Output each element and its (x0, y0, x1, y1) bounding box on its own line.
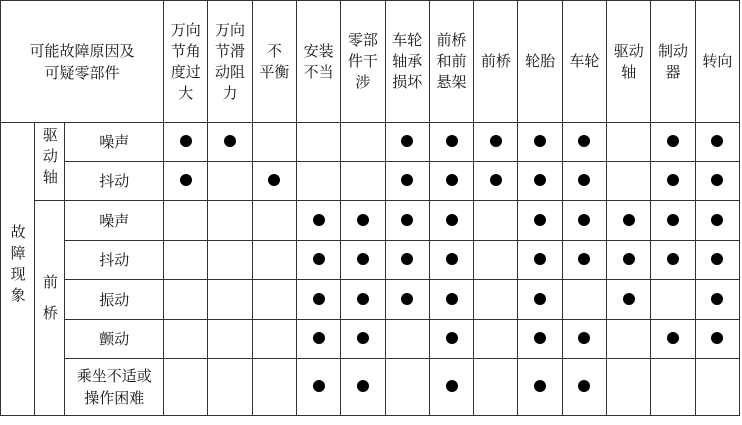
symptom-text: 振动 (99, 290, 130, 309)
table-row (1, 280, 740, 320)
bullet-mark-icon (313, 214, 325, 226)
mark-cell (695, 320, 739, 359)
mark-cell (562, 241, 606, 280)
mark-cell (429, 123, 473, 162)
mark-cell (429, 201, 473, 241)
mark-cell (651, 359, 695, 416)
cause-header-7 (474, 1, 518, 123)
bullet-mark-icon (268, 174, 280, 186)
bullet-mark-icon (357, 332, 369, 344)
cause-header-11 (651, 1, 695, 123)
cause-header-line: 不当 (303, 62, 334, 81)
mark-cell (651, 280, 695, 320)
mark-cell (252, 201, 296, 241)
mark-cell (651, 201, 695, 241)
symptom-label (65, 241, 164, 280)
bullet-mark-icon (711, 293, 723, 305)
bullet-mark-icon (357, 214, 369, 226)
bullet-mark-icon (401, 174, 413, 186)
bullet-mark-icon (623, 214, 635, 226)
cause-header-line: 转向 (702, 52, 733, 70)
bullet-mark-icon (446, 174, 458, 186)
mark-cell (208, 123, 252, 162)
bullet-mark-icon (401, 135, 413, 147)
bullet-mark-icon (578, 332, 590, 344)
mark-cell (296, 201, 340, 241)
cause-header-line: 轮胎 (525, 52, 556, 70)
bullet-mark-icon (313, 380, 325, 392)
mark-cell (164, 280, 208, 320)
mark-cell (164, 359, 208, 416)
bullet-mark-icon (667, 253, 679, 265)
mark-cell (562, 320, 606, 359)
mark-cell (252, 280, 296, 320)
cause-header-4 (341, 1, 385, 123)
bullet-mark-icon (578, 135, 590, 147)
bullet-mark-icon (578, 214, 590, 226)
cause-header-line: 车轮 (569, 52, 600, 70)
mark-cell (607, 201, 651, 241)
bullet-mark-icon (446, 214, 458, 226)
bullet-mark-icon (180, 174, 192, 186)
mark-cell (296, 162, 340, 201)
mark-cell (429, 162, 473, 201)
mark-cell (518, 320, 562, 359)
bullet-mark-icon (534, 293, 546, 305)
mark-cell (385, 280, 429, 320)
bullet-mark-icon (711, 253, 723, 265)
bullet-mark-icon (313, 253, 325, 265)
cause-header-1 (208, 1, 252, 123)
group-drive-shaft-text: 驱动轴 (40, 127, 59, 190)
mark-cell (651, 123, 695, 162)
cause-header-line: 万向 (170, 20, 201, 39)
mark-cell (518, 359, 562, 416)
cause-header-line: 轴承 (392, 52, 423, 70)
mark-cell (518, 241, 562, 280)
cause-header-line: 前桥 (480, 52, 511, 70)
symptom-text: 噪声 (99, 133, 130, 151)
bullet-mark-icon (446, 380, 458, 392)
cause-header-12 (695, 1, 739, 123)
bullet-mark-icon (667, 135, 679, 147)
mark-cell (341, 201, 385, 241)
group-front-axle-label (35, 201, 65, 416)
mark-cell (518, 123, 562, 162)
mark-cell (164, 201, 208, 241)
bullet-mark-icon (224, 135, 236, 147)
bullet-mark-icon (711, 135, 723, 147)
mark-cell (562, 162, 606, 201)
mark-cell (429, 320, 473, 359)
mark-cell (695, 359, 739, 416)
cause-header-6 (429, 1, 473, 123)
symptom-text: 颤动 (99, 330, 130, 348)
mark-cell (562, 359, 606, 416)
bullet-mark-icon (446, 253, 458, 265)
symptom-label (65, 280, 164, 320)
mark-cell (252, 241, 296, 280)
bullet-mark-icon (534, 380, 546, 392)
bullet-mark-icon (711, 332, 723, 344)
cause-header-line: 动阻 (215, 62, 246, 81)
cause-header-line: 轴 (621, 62, 637, 81)
bullet-mark-icon (534, 332, 546, 344)
mark-cell (607, 359, 651, 416)
bullet-mark-icon (578, 253, 590, 265)
corner-header-line2: 可疑零部件 (44, 63, 120, 82)
symptom-text-line: 乘坐不适或 (76, 367, 152, 385)
cause-header-line: 不 (266, 41, 282, 60)
mark-cell (607, 320, 651, 359)
mark-cell (164, 241, 208, 280)
bullet-mark-icon (313, 293, 325, 305)
bullet-mark-icon (711, 174, 723, 186)
mark-cell (474, 280, 518, 320)
cause-header-line: 度过 (170, 62, 201, 81)
bullet-mark-icon (623, 293, 635, 305)
bullet-mark-icon (623, 253, 635, 265)
header-row (1, 1, 740, 123)
group-front-axle-text: 前桥 (40, 274, 59, 336)
cause-header-0 (164, 1, 208, 123)
cause-header-5 (385, 1, 429, 123)
mark-cell (518, 201, 562, 241)
symptom-label (65, 162, 164, 201)
cause-header-line: 万向 (215, 20, 246, 39)
cause-header-line: 力 (222, 83, 238, 102)
mark-cell (208, 201, 252, 241)
mark-cell (429, 241, 473, 280)
symptom-label (65, 123, 164, 162)
mark-cell (385, 320, 429, 359)
bullet-mark-icon (667, 214, 679, 226)
mark-cell (341, 320, 385, 359)
symptom-text: 抖动 (99, 172, 130, 190)
mark-cell (296, 280, 340, 320)
mark-cell (474, 162, 518, 201)
mark-cell (252, 123, 296, 162)
cause-header-line: 器 (665, 62, 681, 81)
mark-cell (296, 241, 340, 280)
cause-header-line: 大 (178, 83, 194, 102)
bullet-mark-icon (357, 253, 369, 265)
cause-header-line: 安装 (303, 41, 334, 60)
bullet-mark-icon (534, 135, 546, 147)
cause-header-line: 驱动 (613, 41, 644, 60)
bullet-mark-icon (401, 293, 413, 305)
mark-cell (518, 280, 562, 320)
mark-cell (208, 162, 252, 201)
cause-header-line: 和前 (436, 52, 467, 70)
bullet-mark-icon (446, 332, 458, 344)
cause-header-line: 涉 (355, 73, 371, 91)
mark-cell (607, 280, 651, 320)
bullet-mark-icon (534, 253, 546, 265)
mark-cell (562, 201, 606, 241)
mark-cell (429, 359, 473, 416)
mark-cell (341, 241, 385, 280)
cause-header-line: 节角 (170, 41, 201, 60)
mark-cell (164, 162, 208, 201)
mark-cell (695, 201, 739, 241)
symptom-label (65, 320, 164, 359)
bullet-mark-icon (401, 214, 413, 226)
mark-cell (695, 123, 739, 162)
corner-header-line1: 可能故障原因及 (29, 41, 135, 60)
cause-header-9 (562, 1, 606, 123)
cause-header-line: 平衡 (259, 62, 290, 81)
mark-cell (474, 123, 518, 162)
cause-header-8 (518, 1, 562, 123)
bullet-mark-icon (490, 135, 502, 147)
mark-cell (164, 123, 208, 162)
mark-cell (341, 359, 385, 416)
cause-header-line: 件干 (347, 52, 378, 70)
group-outer-text: 故障现象 (8, 224, 27, 308)
bullet-mark-icon (180, 135, 192, 147)
cause-header-line: 前桥 (436, 31, 467, 49)
corner-header (1, 1, 164, 123)
bullet-mark-icon (578, 174, 590, 186)
symptom-text: 噪声 (99, 211, 130, 230)
mark-cell (562, 123, 606, 162)
bullet-mark-icon (490, 174, 502, 186)
symptom-label (65, 201, 164, 241)
bullet-mark-icon (401, 253, 413, 265)
mark-cell (252, 320, 296, 359)
symptom-text: 抖动 (99, 251, 130, 269)
table-row (1, 201, 740, 241)
mark-cell (208, 359, 252, 416)
mark-cell (252, 359, 296, 416)
mark-cell (296, 359, 340, 416)
mark-cell (607, 123, 651, 162)
cause-header-line: 悬架 (436, 73, 467, 91)
mark-cell (296, 320, 340, 359)
bullet-mark-icon (667, 174, 679, 186)
bullet-mark-icon (667, 332, 679, 344)
mark-cell (695, 241, 739, 280)
bullet-mark-icon (313, 332, 325, 344)
mark-cell (695, 162, 739, 201)
mark-cell (385, 201, 429, 241)
mark-cell (385, 241, 429, 280)
group-drive-shaft-label (35, 123, 65, 201)
bullet-mark-icon (357, 380, 369, 392)
bullet-mark-icon (578, 380, 590, 392)
cause-header-2 (252, 1, 296, 123)
cause-header-line: 车轮 (392, 31, 423, 49)
table-row (1, 359, 740, 416)
mark-cell (296, 123, 340, 162)
mark-cell (252, 162, 296, 201)
mark-cell (651, 162, 695, 201)
bullet-mark-icon (357, 293, 369, 305)
mark-cell (341, 123, 385, 162)
mark-cell (474, 241, 518, 280)
bullet-mark-icon (534, 174, 546, 186)
mark-cell (562, 280, 606, 320)
mark-cell (164, 320, 208, 359)
mark-cell (695, 280, 739, 320)
mark-cell (474, 359, 518, 416)
mark-cell (208, 280, 252, 320)
bullet-mark-icon (446, 293, 458, 305)
mark-cell (429, 280, 473, 320)
table-row (1, 162, 740, 201)
table-row (1, 320, 740, 359)
mark-cell (385, 123, 429, 162)
mark-cell (385, 162, 429, 201)
bullet-mark-icon (711, 214, 723, 226)
cause-header-line: 节滑 (215, 41, 246, 60)
symptom-text-line: 操作困难 (84, 389, 145, 407)
table-row (1, 123, 740, 162)
cause-header-line: 损坏 (392, 73, 423, 91)
mark-cell (341, 280, 385, 320)
mark-cell (474, 320, 518, 359)
mark-cell (607, 241, 651, 280)
mark-cell (385, 359, 429, 416)
mark-cell (474, 201, 518, 241)
mark-cell (651, 241, 695, 280)
table-row (1, 241, 740, 280)
cause-header-line: 制动 (658, 41, 689, 60)
mark-cell (208, 241, 252, 280)
bullet-mark-icon (534, 214, 546, 226)
cause-header-line: 零部 (347, 31, 378, 49)
cause-header-3 (296, 1, 340, 123)
group-outer-label (1, 123, 35, 416)
mark-cell (208, 320, 252, 359)
cause-header-10 (607, 1, 651, 123)
mark-cell (651, 320, 695, 359)
symptom-label (65, 359, 164, 416)
mark-cell (341, 162, 385, 201)
mark-cell (607, 162, 651, 201)
bullet-mark-icon (446, 135, 458, 147)
mark-cell (518, 162, 562, 201)
